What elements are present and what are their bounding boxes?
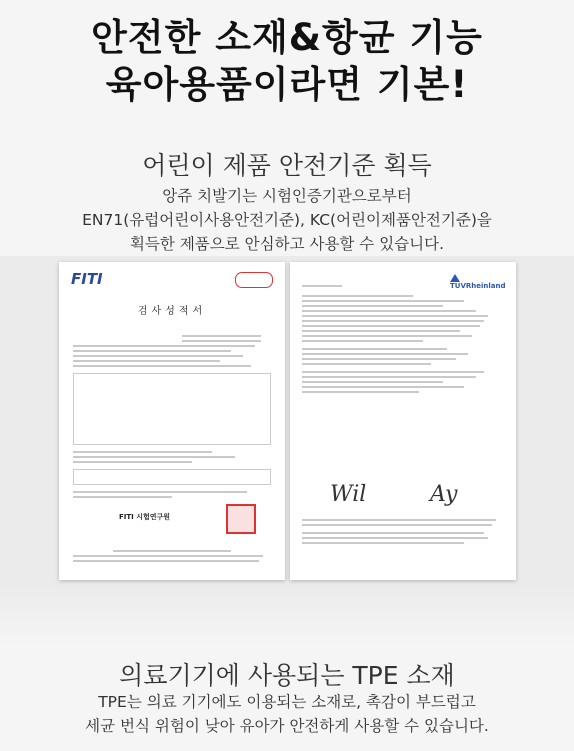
certification-seal-icon	[235, 272, 273, 288]
report-issuer: FITI 시험연구원	[119, 513, 171, 521]
tpe-material-description	[0, 690, 574, 738]
fiti-logo: FITI	[71, 270, 103, 288]
signature-1: Wil	[330, 482, 367, 507]
fiti-test-report	[59, 262, 285, 580]
headline	[0, 14, 574, 108]
report-title: 검사성적서	[137, 306, 207, 317]
section-divider-fade	[0, 586, 574, 646]
tpe-desc-line-1: TPE는 의료 기기에도 이용되는 소재로, 촉감이 부드럽고	[98, 693, 476, 711]
report-footer-text	[73, 547, 271, 565]
safety-desc-line-3: 획득한 제품으로 안심하고 사용할 수 있습니다.	[129, 235, 445, 253]
report-body-text	[73, 332, 271, 501]
safety-desc-line-2: EN71(유럽어린이사용안전기준), KC(어린이제품안전기준)을	[82, 211, 492, 229]
official-stamp-icon	[226, 504, 256, 534]
safety-standard-description	[0, 184, 574, 256]
tuv-logo-text: TÜVRheinland	[450, 282, 506, 290]
tuv-report-body-text	[302, 282, 504, 396]
tuv-report-footer-text	[302, 516, 504, 547]
headline-line-2: 육아용품이라면 기본!	[105, 63, 469, 106]
tpe-desc-line-2: 세균 번식 위험이 낮아 유아가 안전하게 사용할 수 있습니다.	[85, 717, 489, 735]
signature-2: Ay	[430, 482, 458, 507]
tuv-triangle-icon	[450, 274, 460, 282]
tuv-test-report	[290, 262, 516, 580]
safety-desc-line-1: 앙쥬 치발기는 시험인증기관으로부터	[162, 187, 412, 205]
tpe-material-title: 의료기기에 사용되는 TPE 소재	[119, 661, 455, 690]
safety-standard-title: 어린이 제품 안전기준 획득	[142, 151, 432, 180]
headline-line-1: 안전한 소재&항균 기능	[91, 16, 483, 59]
